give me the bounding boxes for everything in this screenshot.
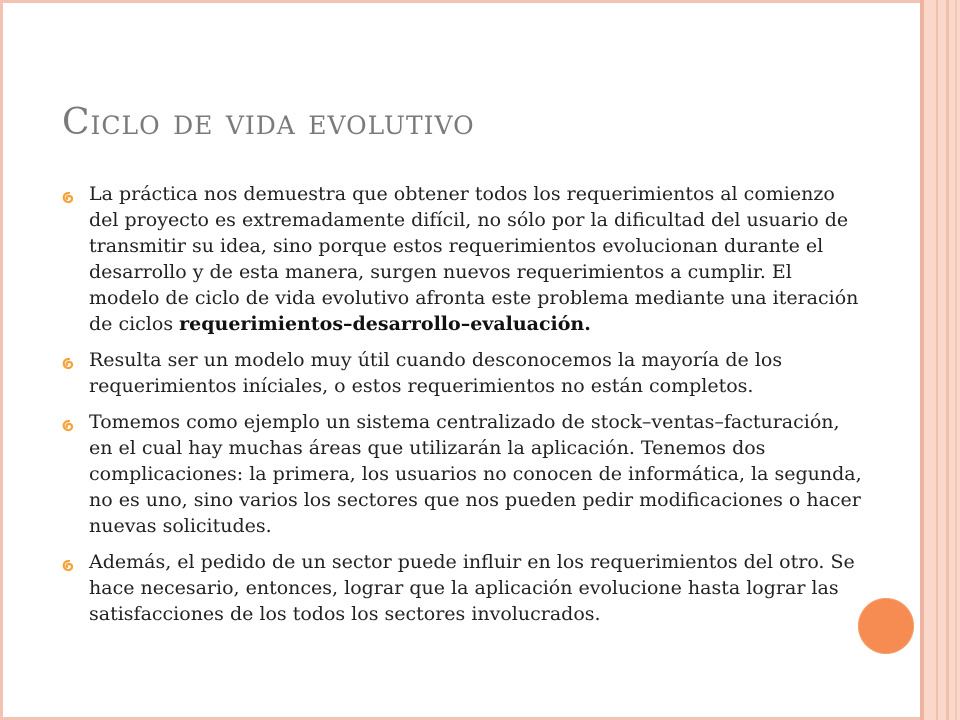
bullet-bold-text: requerimientos–desarrollo–evaluación. [179,313,591,335]
right-decorative-band [920,0,960,720]
bullet-item [62,347,862,399]
slide-title: Ciclo de vida evolutivo [62,102,475,143]
right-stripe [955,0,957,720]
swirl-bullet-icon [62,555,76,569]
right-stripe [936,0,938,720]
bullet-list [62,181,862,637]
swirl-bullet-icon [62,415,76,429]
bullet-text: La práctica nos demuestra que obtener todos los requerimientos al comienzo del proyecto es extremadamente difícil, no sólo por la dificultad del usuario de transmitir su idea, sino porque estos requerimientos evolucionan durante el desarrollo y de esta manera, surgen nuevos requerimientos a cumplir. El modelo de ciclo de vida evolutivo afronta este problema mediante una iteración de ciclos [89,183,859,335]
bullet-text: Tomemos como ejemplo un sistema centralizado de stock–ventas–facturación, en el cual hay muchas áreas que utilizarán la aplicación. Tenemos dos complicaciones: la primera, los usuarios no conocen de informática, la segunda, no es uno, sino varios los sectores que nos pueden pedir modificaciones o hacer nuevas solicitudes. [89,411,862,537]
frame-left-border [0,0,3,720]
swirl-bullet-icon [62,187,76,201]
bullet-item [62,549,862,627]
frame-top-border [0,0,920,3]
swirl-bullet-icon [62,353,76,367]
bullet-item [62,409,862,539]
bullet-text: Resulta ser un modelo muy útil cuando desconocemos la mayoría de los requerimientos iníciales, o estos requerimientos no están completos. [89,349,783,397]
orange-circle-decoration [858,598,914,654]
right-stripe [920,0,924,720]
bullet-item [62,181,862,337]
bullet-text: Además, el pedido de un sector puede influir en los requerimientos del otro. Se hace necesario, entonces, lograr que la aplicación evolucione hasta lograr las satisfacciones de los todos los sectores involucrados. [89,551,855,625]
right-stripe [946,0,949,720]
